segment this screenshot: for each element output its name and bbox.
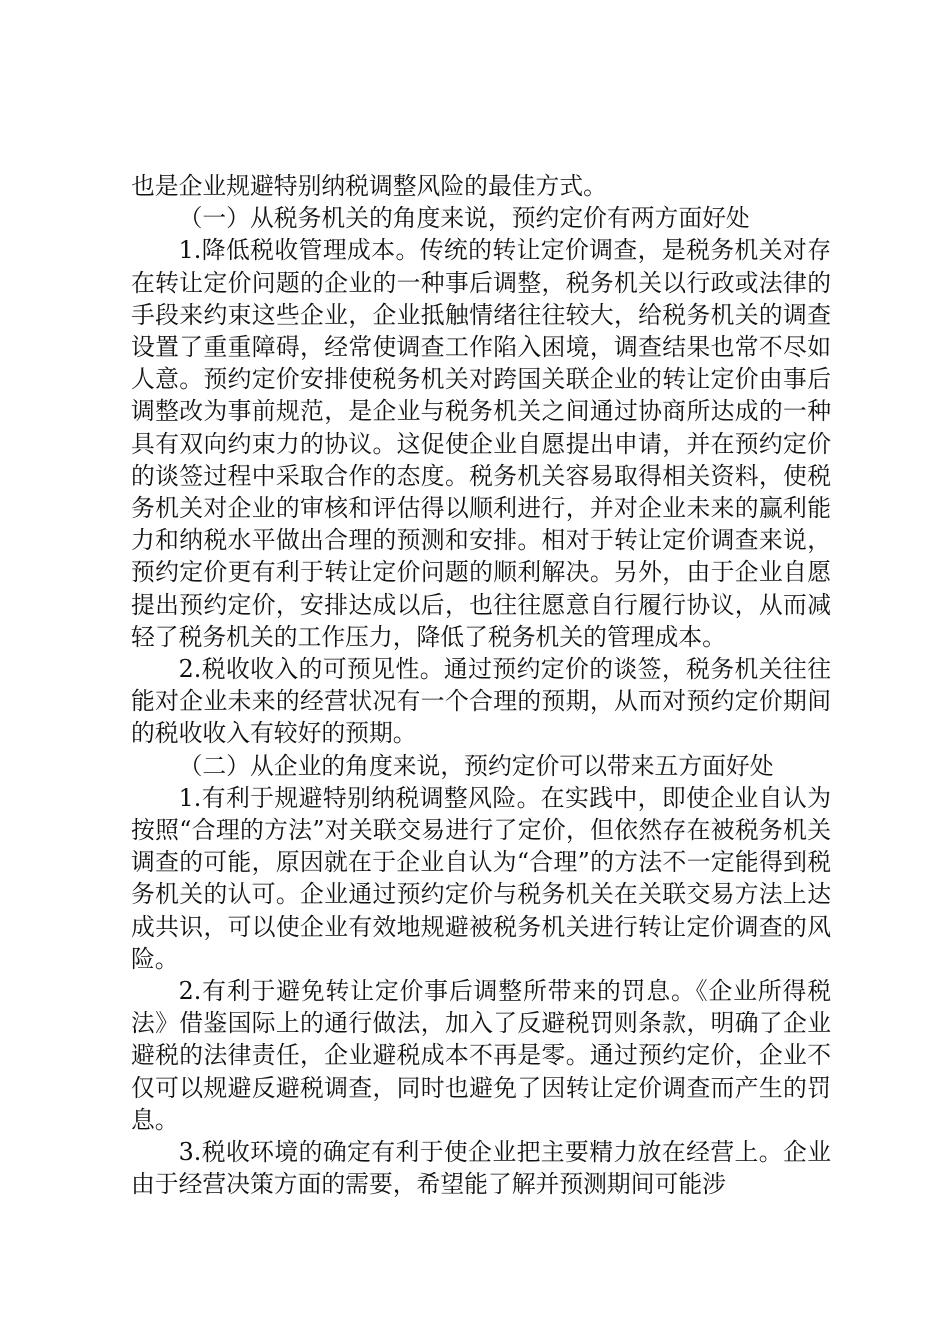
document-body <box>131 170 831 1201</box>
paragraph-reduce-cost: 1.降低税收管理成本。传统的转让定价调查，是税务机关对存在转让定价问题的企业的一种事后调整，税务机关以行政或法律的手段来约束这些企业，企业抵触情绪往往较大，给税务机关的调查设置了重重障碍，经常使调查工作陷入困境，调查结果也常不尽如人意。预约定价安排使税务机关对跨国关联企业的转让定价由事后调整改为事前规范，是企业与税务机关之间通过协商所达成的一种具有双向约束力的协议。这促使企业自愿提出申请，并在预约定价的谈签过程中采取合作的态度。税务机关容易取得相关资料，使税务机关对企业的审核和评估得以顺利进行，并对企业未来的赢利能力和纳税水平做出合理的预测和安排。相对于转让定价调查来说，预约定价更有利于转让定价问题的顺利解决。另外，由于企业自愿提出预约定价，安排达成以后，也往往愿意自行履行协议，从而减轻了税务机关的工作压力，降低了税务机关的管理成本。 <box>131 236 831 651</box>
section-heading-enterprise: （二）从企业的角度来说，预约定价可以带来五方面好处 <box>178 751 774 780</box>
paragraph-tax-environment-certainty: 3.税收环境的确定有利于使企业把主要精力放在经营上。企业由于经营决策方面的需要，希望能了解并预测期间可能涉 <box>131 1138 831 1199</box>
section-heading-tax-authority: （一）从税务机关的角度来说，预约定价有两方面好处 <box>178 204 750 233</box>
paragraph-avoid-penalty-interest: 2.有利于避免转让定价事后调整所带来的罚息。《企业所得税法》借鉴国际上的通行做法，加入了反避税罚则条款，明确了企业避税的法律责任，企业避税成本不再是零。通过预约定价，企业不仅可以规避反避税调查，同时也避免了因转让定价调查而产生的罚息。 <box>131 977 831 1134</box>
paragraph-continuation: 也是企业规避特别纳税调整风险的最佳方式。 <box>131 172 607 200</box>
paragraph-avoid-adjustment-risk: 1.有利于规避特别纳税调整风险。在实践中，即使企业自认为按照“合理的方法”对关联交易进行了定价，但依然存在被税务机关调查的可能，原因就在于企业自认为“合理”的方法不一定能得到税务机关的认可。企业通过预约定价与税务机关在关联交易方法上达成共识，可以使企业有效地规避被税务机关进行转让定价调查的风险。 <box>131 783 831 973</box>
paragraph-revenue-predictability: 2.税收收入的可预见性。通过预约定价的谈签，税务机关往往能对企业未来的经营状况有一个合理的预期，从而对预约定价期间的税收收入有较好的预期。 <box>131 655 831 748</box>
